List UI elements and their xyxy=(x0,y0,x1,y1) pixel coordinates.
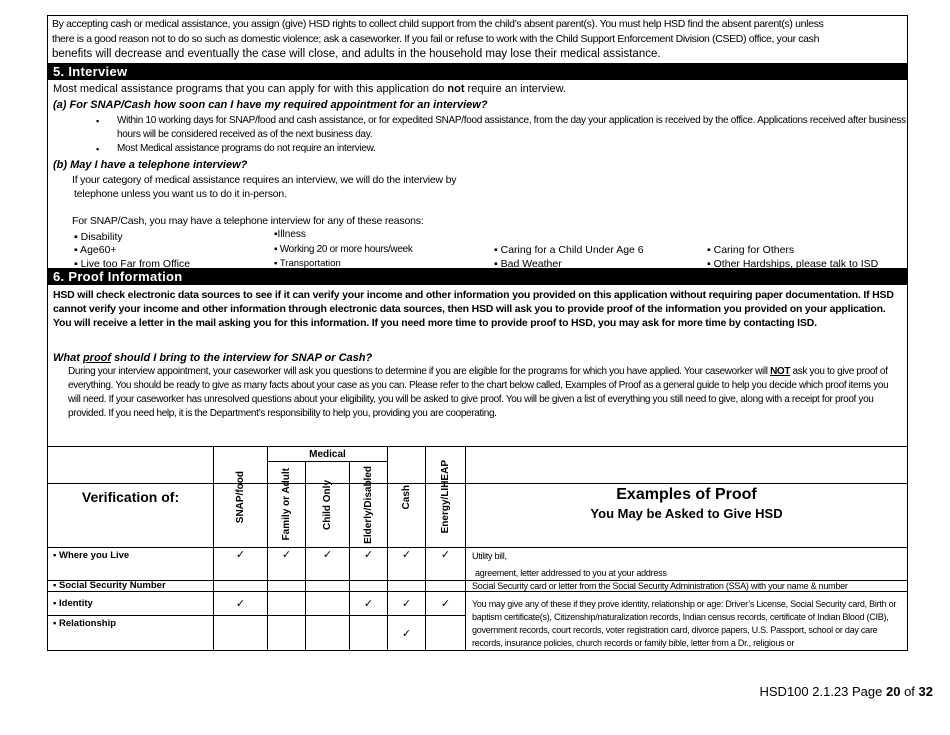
col-child-label: Child Only xyxy=(322,479,333,530)
during-not: NOT xyxy=(770,366,791,377)
what-proof-question xyxy=(48,351,907,365)
col-energy-header xyxy=(426,447,466,548)
bullet-item: ▪ Within 10 working days for SNAP/food and cash assistance, or for expedited SNAP/food assistance, from the day your application is received by the office. Applications received after business hours will be considered received as of the next business day. xyxy=(96,114,907,142)
table-row xyxy=(48,592,908,616)
medical-header: Medical xyxy=(268,447,388,462)
reason-disability: ▪ Disability xyxy=(74,231,123,243)
example-line: Utility bill, xyxy=(472,551,507,561)
what-proof-pre: What xyxy=(53,352,83,364)
col-snap-header xyxy=(214,447,268,548)
reason-age: ▪ Age60+ xyxy=(74,244,117,256)
examples-subtitle: You May be Asked to Give HSD xyxy=(590,505,783,521)
bullet-item: ▪ Most Medical assistance programs do not require an interview. xyxy=(96,142,907,156)
appointment-bullets xyxy=(48,114,907,156)
check-mark: ✓ xyxy=(388,616,426,651)
page-of: of xyxy=(900,684,919,699)
notice-line-3: benefits will decrease and eventually the case will close, and adults in the household may lose their medical assistance. xyxy=(52,48,661,60)
check-mark: ✓ xyxy=(388,548,426,581)
page-total: 32 xyxy=(918,684,933,699)
row-label-identity: ▪ Identity xyxy=(48,592,214,616)
col-cash-header xyxy=(388,447,426,548)
page-footer xyxy=(760,684,934,699)
example-where-you-live xyxy=(466,548,908,581)
examples-title: Examples of Proof xyxy=(616,485,757,503)
interview-intro-pre: Most medical assistance programs that you can apply for with this application do xyxy=(53,83,448,95)
telephone-reasons-intro: For SNAP/Cash, you may have a telephone interview for any of these reasons: xyxy=(72,215,424,227)
reason-illness: ▪Illness xyxy=(274,229,306,240)
interview-intro-not: not xyxy=(447,83,465,95)
page-number: 20 xyxy=(885,684,901,699)
form-page-frame xyxy=(47,15,908,484)
col-snap-label: SNAP/food xyxy=(235,470,246,524)
row-label-relationship: ▪ Relationship xyxy=(48,616,214,651)
check-mark: ✓ xyxy=(426,548,466,581)
reason-child: ▪ Caring for a Child Under Age 6 xyxy=(494,244,644,256)
check-mark: ✓ xyxy=(350,548,388,581)
col-elderly-header xyxy=(350,462,388,548)
child-support-notice xyxy=(48,16,907,63)
interview-intro-post: require an interview. xyxy=(464,83,566,95)
section-6-heading: 6. Proof Information xyxy=(48,268,907,285)
row-label-ssn: ▪ Social Security Number xyxy=(48,581,214,592)
check-mark: ✓ xyxy=(426,592,466,616)
reason-hardships: ▪ Other Hardships, please talk to ISD xyxy=(707,258,879,270)
col-family-label: Family or Adult xyxy=(281,468,292,541)
interview-intro xyxy=(48,80,907,98)
col-energy-label: Energy/LIHEAP xyxy=(440,460,451,534)
check-mark: ✓ xyxy=(350,592,388,616)
table-row xyxy=(48,581,908,592)
electronic-verification-text: HSD will check electronic data sources to see if it can verify your income and other information you provided on this application without requiring paper documentation. If HSD cannot verify your income and other information through electronic data sources, then HSD will ask you to provide proof of the information you provided on your application. You will receive a letter in the mail asking you for this information. If you need more time to provide proof to HSD, you may ask for more time by contacting ISD. xyxy=(53,289,894,329)
verification-table xyxy=(47,446,908,651)
question-a: (a) For SNAP/Cash how soon can I have my required appointment for an interview? xyxy=(53,99,488,111)
form-code: HSD100 2.1.23 Page xyxy=(759,684,886,699)
col-cash-label: Cash xyxy=(401,484,412,510)
example-identity-relationship: You may give any of these if they prove identity, relationship or age: Driver’s License, Social Security card, Birth or baptism certificate(s), Citizenship/naturalization records, Indian census records, certificate of Indian Blood (CIB), government records, court records, voter registration card, divorce papers, U.S. Passport, school or day care records, insurance policies, church records or family bible, letter from a Dr., religious or xyxy=(466,592,908,651)
col-family-header xyxy=(268,462,306,548)
row-label-where-you-live: ▪ Where you Live xyxy=(48,548,214,581)
col-child-header xyxy=(306,462,350,548)
telephone-reasons xyxy=(48,229,907,270)
verification-header: Verification of: xyxy=(48,447,214,548)
check-mark: ✓ xyxy=(214,548,268,581)
reason-far: ▪ Live too Far from Office xyxy=(74,258,191,270)
check-mark: ✓ xyxy=(268,548,306,581)
section-5-heading: 5. Interview xyxy=(48,63,907,80)
notice-line-1: By accepting cash or medical assistance, you assign (give) HSD rights to collect child support from the child’s absent parent(s). You must help HSD find the absent parent(s) unless xyxy=(52,18,824,30)
what-proof-underlined: proof xyxy=(82,352,112,364)
col-elderly-label: Elderly/Disabled xyxy=(363,465,374,544)
telephone-line-2: telephone unless you want us to do it in-person. xyxy=(74,188,287,200)
check-mark: ✓ xyxy=(388,592,426,616)
reason-transport: ▪ Transportation xyxy=(274,258,341,269)
examples-header xyxy=(466,447,908,548)
question-b: (b) May I have a telephone interview? xyxy=(53,159,248,171)
table-row xyxy=(48,548,908,581)
during-post: ask you to give proof of everything. You should be ready to give as many facts about your case as you can. Please refer to the chart below called, Examples of Proof as a general guide to help you decide which proof items you will need. If your caseworker has unresolved questions about your eligibility, you will be asked to give proof. You will be given a list of everything you still need to give, along with a receipt for proof you provided. If you need help, it is the Department’s responsibility to help you, providing you are cooperating. xyxy=(68,366,889,419)
telephone-line-1: If your category of medical assistance requires an interview, we will do the interview by xyxy=(72,174,457,186)
what-proof-post: should I bring to the interview for SNAP or Cash? xyxy=(111,352,373,364)
notice-line-2: there is a good reason not to do so such as domestic violence; ask a caseworker. If you fail or refuse to work with the Child Support Enforcement Division (CSED) office, your cash xyxy=(52,33,820,45)
reason-working: ▪ Working 20 or more hours/week xyxy=(274,244,413,255)
check-mark: ✓ xyxy=(214,592,268,616)
during-pre: During your interview appointment, your caseworker will ask you questions to determine if you are eligible for the programs for which you have applied. Your caseworker will xyxy=(68,366,771,377)
example-ssn: Social Security card or letter from the Social Security Administration (SSA) with your name & number xyxy=(466,581,908,592)
reason-weather: ▪ Bad Weather xyxy=(494,258,562,270)
reason-others: ▪ Caring for Others xyxy=(707,244,795,256)
check-mark: ✓ xyxy=(306,548,350,581)
example-line: agreement, letter addressed to you at your address xyxy=(475,568,667,578)
